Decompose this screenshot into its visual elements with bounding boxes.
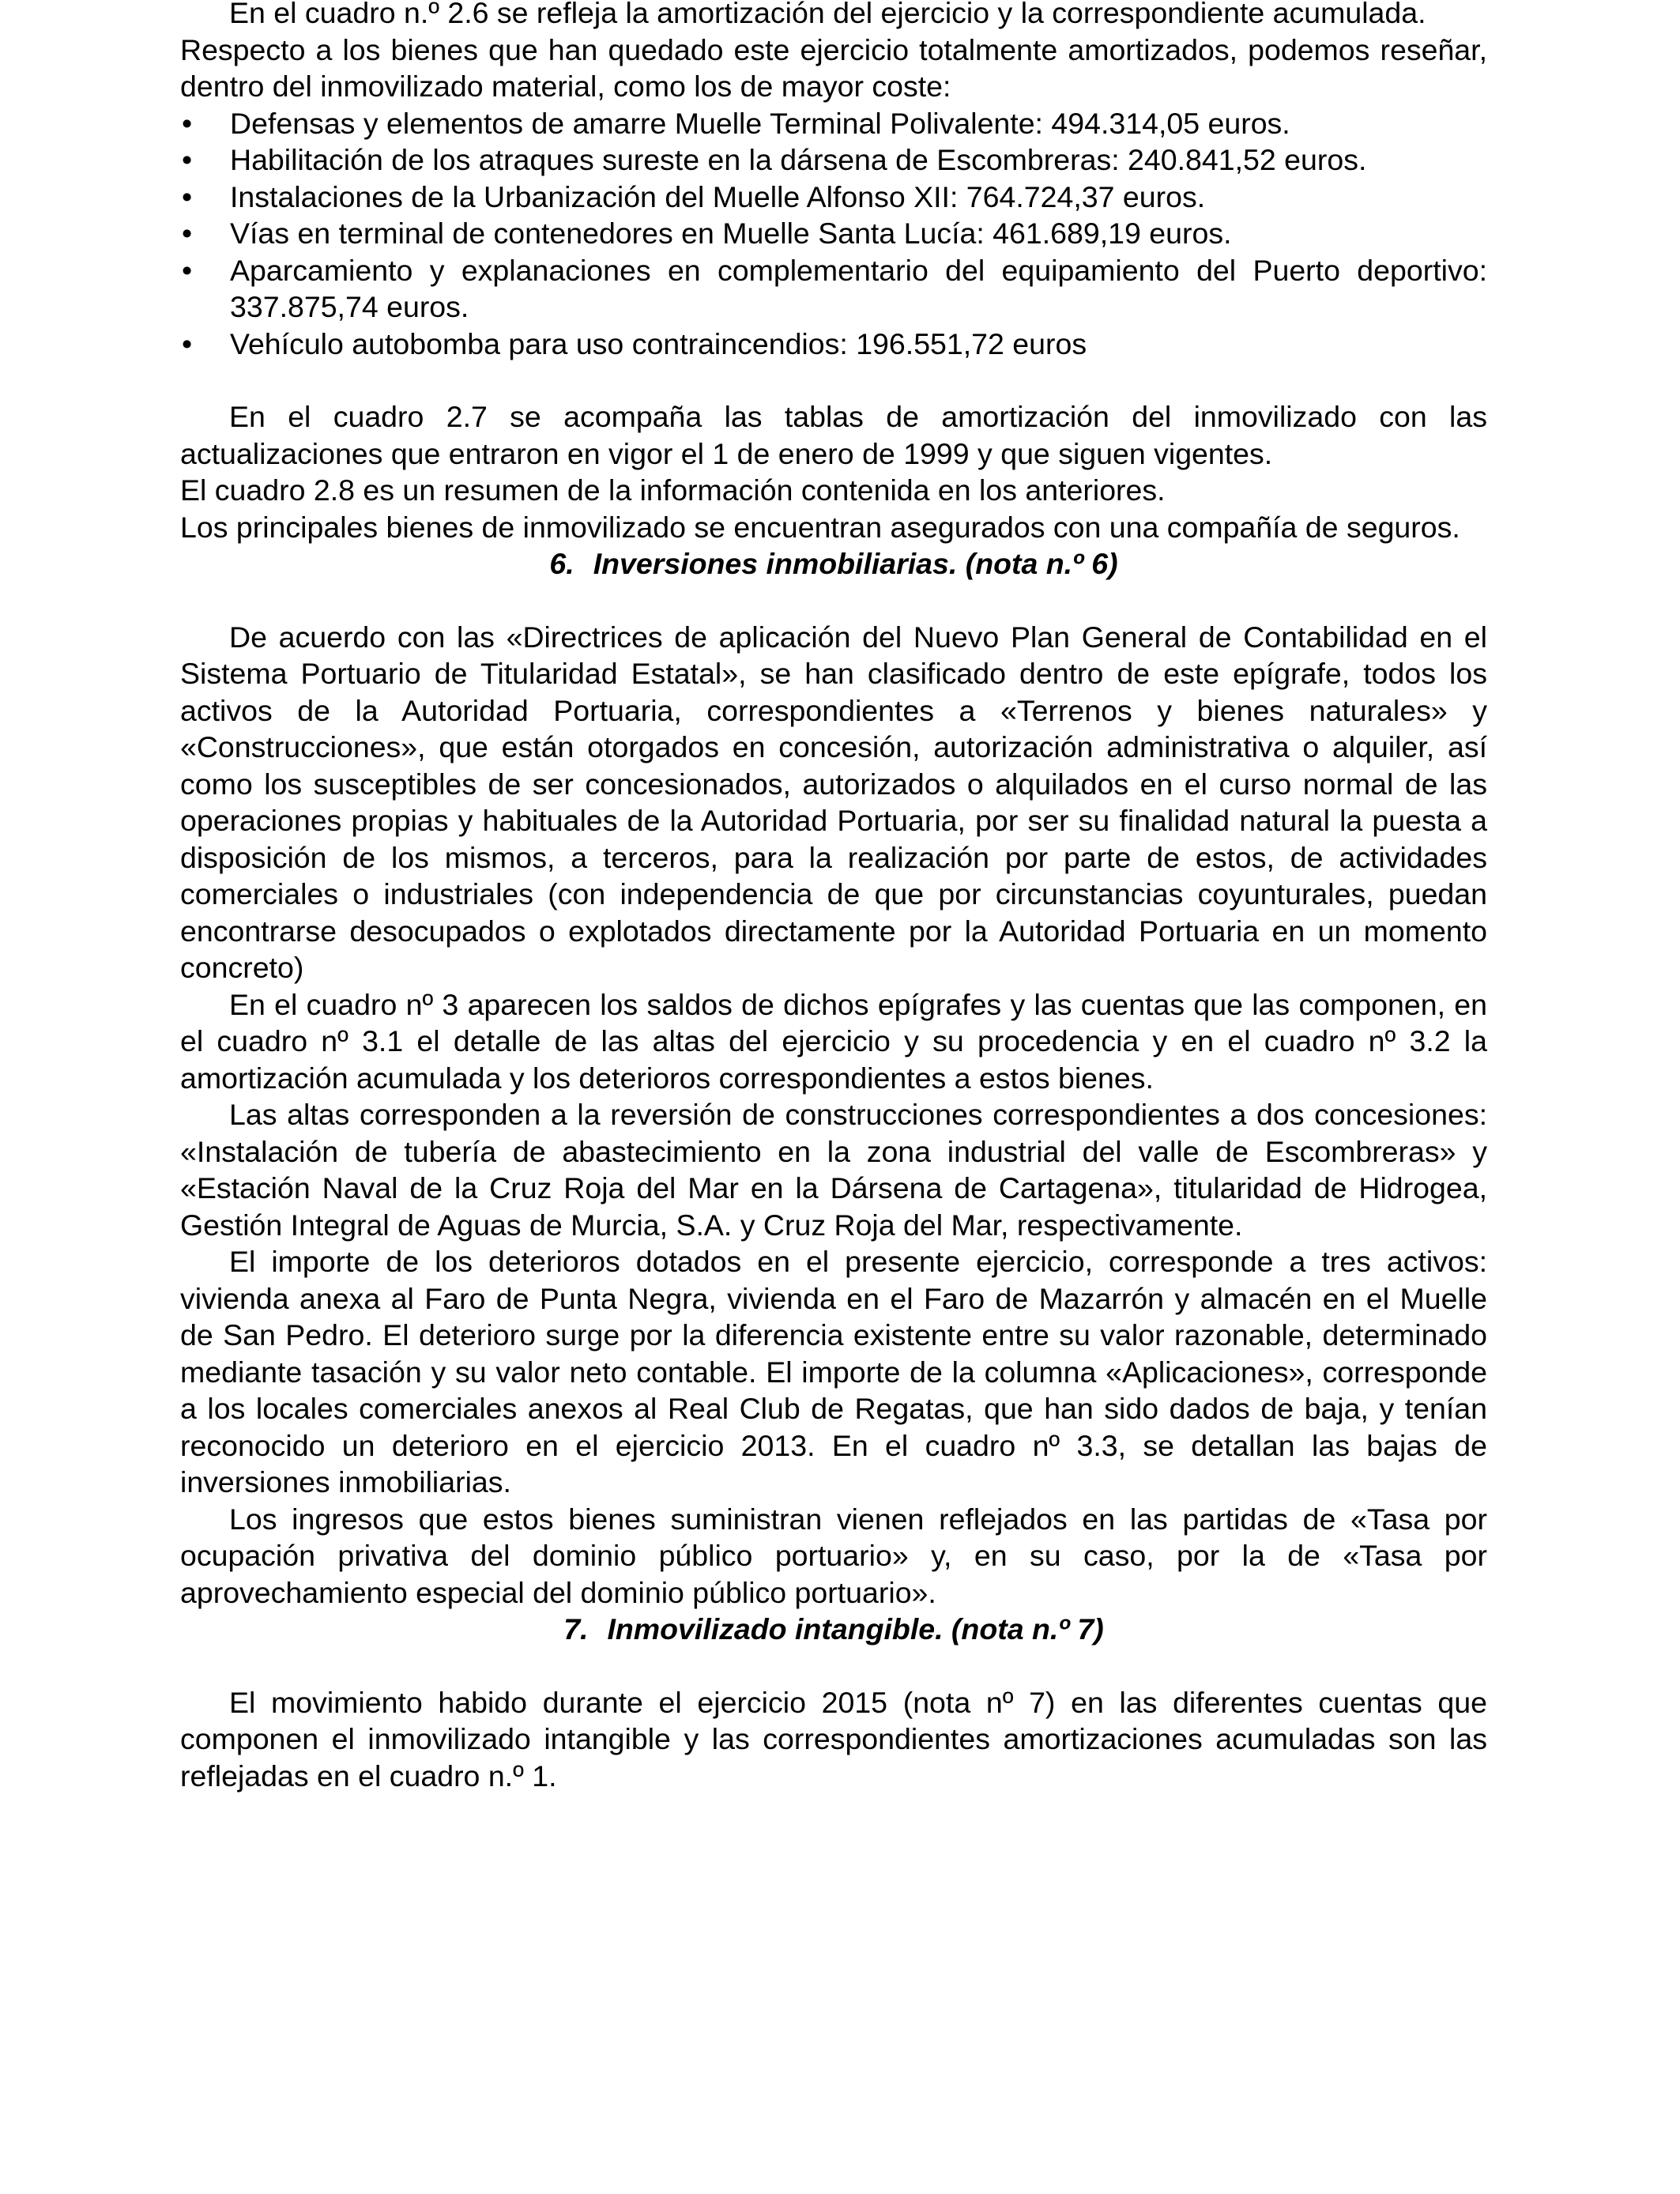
list-item: • Vehículo autobomba para uso contraincendios: 196.551,72 euros <box>180 326 1487 363</box>
bullet-icon: • <box>182 143 193 176</box>
amortized-assets-list <box>180 105 1487 363</box>
section-6-title: Inversiones inmobiliarias. (nota n.º 6) <box>593 547 1118 580</box>
section-7-number: 7. <box>563 1612 589 1646</box>
cuadro-2-8-paragraph: El cuadro 2.8 es un resumen de la información contenida en los anteriores. <box>180 473 1166 507</box>
list-item: • Aparcamiento y explanaciones en complementario del equipamiento del Puerto deportivo: 337.875,74 euros. <box>182 253 1487 323</box>
section-6-paragraph: De acuerdo con las «Directrices de aplicación del Nuevo Plan General de Contabilidad en el Sistema Portuario de Titularidad Estatal», se han clasificado dentro de este epígrafe, todos los activos de la Autoridad Portuaria, correspondientes a «Terrenos y bienes naturales» y «Construcciones», que están otorgados en concesión, autorización administrativa o alquiler, así como los susceptibles de ser concesionados, autorizados o alquilados en el curso normal de las operaciones propias y habituales de la Autoridad Portuaria, por ser su finalidad natural la puesta a disposición de los mismos, a terceros, para la realización por parte de estos, de actividades comerciales o industriales (con independencia de que por circunstancias coyunturales, puedan encontrarse desocupados o explotados directamente por la Autoridad Portuaria en un momento concreto) <box>180 620 1487 984</box>
bullet-icon: • <box>182 106 193 140</box>
section-6-heading <box>180 545 1487 582</box>
cuadro-2-7-paragraph: En el cuadro 2.7 se acompaña las tablas de amortización del inmovilizado con las actualizaciones que entraron en vigor el 1 de enero de 1999 y que siguen vigentes. <box>180 400 1487 470</box>
bullet-icon: • <box>182 217 193 250</box>
section-6-paragraph: En el cuadro nº 3 aparecen los saldos de dichos epígrafes y las cuentas que las componen, en el cuadro nº 3.1 el detalle de las altas del ejercicio y su procedencia y en el cuadro nº 3.2 la amortización acumulada y los deterioros correspondientes a estos bienes. <box>180 987 1487 1095</box>
section-6-paragraph: Los ingresos que estos bienes suministran vienen reflejados en las partidas de «Tasa por ocupación privativa del dominio público portuario» y, en su caso, por la de «Tasa por aprovechamiento especial del dominio público portuario». <box>180 1502 1487 1609</box>
intro-paragraph-2: Respecto a los bienes que han quedado este ejercicio totalmente amortizados, podemos reseñar, dentro del inmovilizado material, como los de mayor coste: <box>180 32 1487 103</box>
list-item: • Habilitación de los atraques sureste en la dársena de Escombreras: 240.841,52 euros. <box>180 141 1487 179</box>
bullet-icon: • <box>182 253 193 287</box>
bullet-icon: • <box>182 179 193 213</box>
document-page <box>180 0 1487 1794</box>
section-7-heading <box>180 1611 1487 1648</box>
list-item: • Vías en terminal de contenedores en Muelle Santa Lucía: 461.689,19 euros. <box>180 215 1487 252</box>
list-item: • Defensas y elementos de amarre Muelle Terminal Polivalente: 494.314,05 euros. <box>180 105 1487 142</box>
section-6-paragraph: El importe de los deterioros dotados en el presente ejercicio, corresponde a tres activos: vivienda anexa al Faro de Punta Negra, vivienda en el Faro de Mazarrón y almacén en el Muelle de San Pedro. El deterioro surge por la diferencia existente entre su valor razonable, determinado mediante tasación y su valor neto contable. El importe de la columna «Aplicaciones», corresponde a los locales comerciales anexos al Real Club de Regatas, que han sido dados de baja, y tenían reconocido un deterioro en el ejercicio 2013. En el cuadro nº 3.3, se detallan las bajas de inversiones inmobiliarias. <box>180 1245 1487 1498</box>
section-7-title: Inmovilizado intangible. (nota n.º 7) <box>607 1612 1104 1646</box>
list-item: • Instalaciones de la Urbanización del Muelle Alfonso XII: 764.724,37 euros. <box>180 179 1487 216</box>
bullet-icon: • <box>182 326 193 360</box>
insurance-paragraph: Los principales bienes de inmovilizado se encuentran asegurados con una compañía de seguros. <box>180 510 1460 544</box>
section-6-number: 6. <box>549 547 574 580</box>
intro-paragraph-1: En el cuadro n.º 2.6 se refleja la amortización del ejercicio y la correspondiente acumulada. <box>229 0 1426 29</box>
section-6-paragraph: Las altas corresponden a la reversión de construcciones correspondientes a dos concesiones: «Instalación de tubería de abastecimiento en la zona industrial del valle de Escombreras» y «Estación Naval de la Cruz Roja del Mar en la Dársena de Cartagena», titularidad de Hidrogea, Gestión Integral de Aguas de Murcia, S.A. y Cruz Roja del Mar, respectivamente. <box>180 1098 1487 1242</box>
section-7-paragraph: El movimiento habido durante el ejercicio 2015 (nota nº 7) en las diferentes cuentas que componen el inmovilizado intangible y las correspondientes amortizaciones acumuladas son las reflejadas en el cuadro n.º 1. <box>180 1685 1487 1793</box>
